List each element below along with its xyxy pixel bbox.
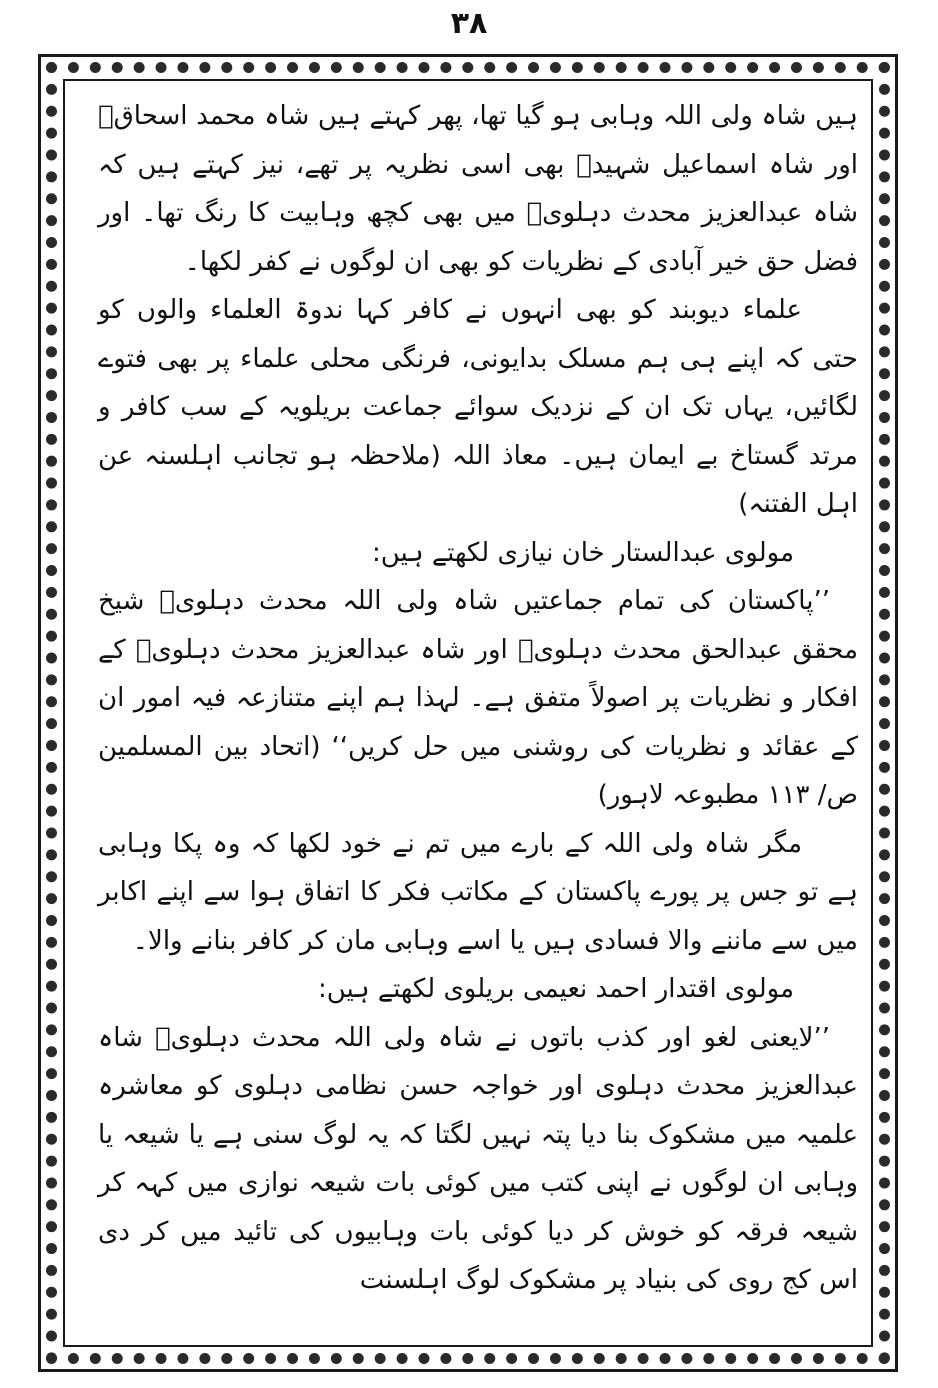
quote-la-yani-laghw: ’’لایعنی لغو اور کذب باتوں نے شاہ ولی اللہ محدث دہلویؒ شاہ عبدالعزیز محدث دہلوی اور خواجہ حسن نظامی دہلوی کو معاشرہ علمیہ میں مشکوک بنا دیا پتہ نہیں لگتا کہ یہ لوگ سنی ہے یا شیعہ یا وہابی ان لوگوں نے اپنی کتب میں کوئی بات شیعہ نوازی میں کہہ کر شیعہ فرقہ کو خوش کر دیا کوئی بات وہابیوں کی تائید میں کر دی اس کج روی کی بنیاد پر مشکوک لوگ اہلسنت — [98, 1022, 858, 1295]
heading-iqtidar-ahmad-naimi: مولوی اقتدار احمد نعیمی بریلوی لکھتے ہیں: — [317, 974, 794, 1004]
paragraph-ulama-deoband: علماء دیوبند کو بھی انہوں نے کافر کہا ندوۃ العلماء والوں کو حتی کہ اپنے ہی ہم مسلک بدایونی، فرنگی محلی علماء پر بھی فتوے لگائیں، یہاں تک ان کے نزدیک سوائے جماعت بریلویہ کے سب کافر و مرتد گستاخ بے ایمان ہیں۔ معاذ اللہ (ملاحظہ ہو تجانب اہلسنہ عن اہل الفتنہ) — [98, 295, 858, 519]
page-number: ٣٨ — [450, 6, 488, 41]
paragraph-shah-waliullah: ہیں شاہ ولی اللہ وہابی ہو گیا تھا، پھر کہتے ہیں شاہ محمد اسحاقؒ اور شاہ اسماعیل شہیدؒ بھی اسی نظریہ پر تھے، نیز کہتے ہیں کہ شاہ عبدالعزیز محدث دہلویؒ میں بھی کچھ وہابیت کا رنگ تھا۔ اور فضل حق خیر آبادی کے نظریات کو بھی ان لوگوں نے کفر لکھا۔ — [98, 101, 858, 277]
paragraph-magar-shah-waliullah: مگر شاہ ولی اللہ کے بارے میں تم نے خود لکھا کہ وہ پکا وہابی ہے تو جس پر پورے پاکستان کے مکاتب فکر کا اتفاق ہوا سے اپنے اکابر میں سے ماننے والا فسادی ہیں یا اسے وہابی مان کر کافر بنانے والا۔ — [98, 828, 858, 956]
page-body — [98, 92, 858, 1362]
quote-ittihad-bain-al-muslimin: ’’پاکستان کی تمام جماعتیں شاہ ولی اللہ محدث دہلویؒ شیخ محقق عبدالحق محدث دہلویؒ اور شاہ عبدالعزیز محدث دہلویؒ کے افکار و نظریات پر اصولاً متفق ہے۔ لہذا ہم اپنے متنازعہ فیہ امور ان کے عقائد و نظریات کی روشنی میں حل کریں‘‘ (اتحاد بین المسلمین ص/ ۱۱۳ مطبوعہ لاہور) — [98, 586, 858, 810]
heading-abdul-sattar-niazi: مولوی عبدالستار خان نیازی لکھتے ہیں: — [371, 537, 794, 568]
